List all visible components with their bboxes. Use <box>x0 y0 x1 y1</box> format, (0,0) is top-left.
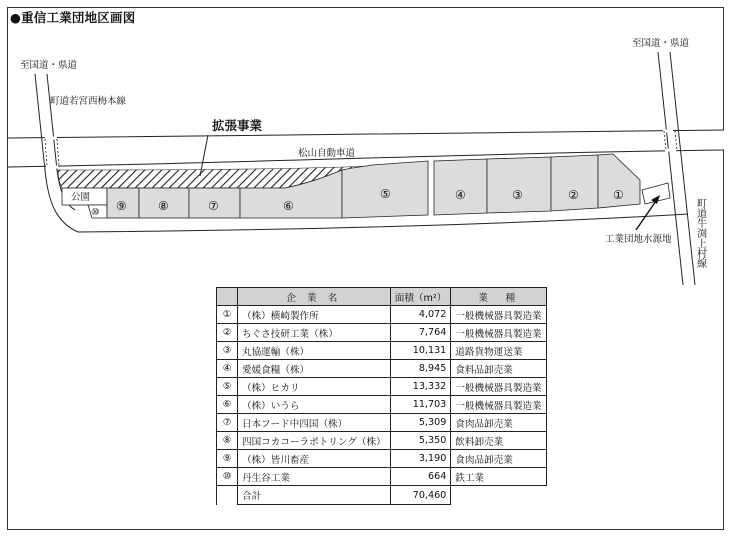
row-no: ⑧ <box>217 432 238 450</box>
table-row <box>217 396 547 414</box>
row-name: （株）いうら <box>238 396 391 414</box>
table-row <box>217 342 547 360</box>
row-name: 丸協運輸（株） <box>238 342 391 360</box>
lot-label-4: ④ <box>455 188 466 202</box>
header-area: 面積（m²） <box>390 288 451 306</box>
town-road-left-label: 町道若宮西梅本線 <box>50 96 127 107</box>
row-area: 7,764 <box>390 324 451 342</box>
lot-2 <box>551 155 598 211</box>
row-name: （株）皆川畜産 <box>238 450 391 468</box>
row-industry: 食肉品卸売業 <box>451 414 547 432</box>
row-industry: 一般機械器具製造業 <box>451 378 547 396</box>
row-area: 11,703 <box>390 396 451 414</box>
row-industry: 飲料卸売業 <box>451 432 547 450</box>
row-area: 13,332 <box>390 378 451 396</box>
header-no <box>217 288 238 306</box>
row-no: ③ <box>217 342 238 360</box>
row-name: ちぐさ技研工業（株） <box>238 324 391 342</box>
right-road-outer <box>658 52 683 285</box>
lot-label-8: ⑧ <box>158 199 169 213</box>
row-industry: 一般機械器具製造業 <box>451 324 547 342</box>
row-industry: 食料品卸売業 <box>451 360 547 378</box>
lot-label-3: ③ <box>512 188 523 202</box>
row-name: （株）横崎製作所 <box>238 306 391 324</box>
row-name: 日本フード中四国（株） <box>238 414 391 432</box>
row-area: 5,350 <box>390 432 451 450</box>
lot-label-7: ⑦ <box>208 199 219 213</box>
reservoir-label: 工業団地水源地 <box>605 234 672 245</box>
row-name: （株）ヒカリ <box>238 378 391 396</box>
row-name: 丹生谷工業 <box>238 468 391 486</box>
table-row <box>217 450 547 468</box>
lot-3 <box>487 157 551 213</box>
lot-label-2: ② <box>568 188 579 202</box>
total-spacer-right <box>451 486 547 505</box>
lot-label-5: ⑤ <box>380 187 391 201</box>
row-no: ⑥ <box>217 396 238 414</box>
lot-label-10: ⑩ <box>91 207 100 218</box>
lot-label-1: ① <box>613 188 624 202</box>
table-row <box>217 432 547 450</box>
park-label: 公園 <box>71 192 91 203</box>
town-road-right-label: 町道牛渕上村線 <box>694 198 706 268</box>
header-industry: 業 種 <box>451 288 547 306</box>
table-row <box>217 324 547 342</box>
row-industry: 鉄工業 <box>451 468 547 486</box>
table-row <box>217 360 547 378</box>
company-table <box>216 287 547 505</box>
expansion-label: 拡張事業 <box>212 118 263 133</box>
row-industry: 食肉品卸売業 <box>451 450 547 468</box>
row-area: 8,945 <box>390 360 451 378</box>
header-name: 企 業 名 <box>238 288 391 306</box>
row-name: 四国コカコーラボトリング（株） <box>238 432 391 450</box>
table-row <box>217 306 547 324</box>
total-label: 合計 <box>238 486 391 505</box>
lot-label-9: ⑨ <box>116 199 127 213</box>
row-industry: 一般機械器具製造業 <box>451 306 547 324</box>
row-no: ① <box>217 306 238 324</box>
row-no: ⑤ <box>217 378 238 396</box>
row-area: 5,309 <box>390 414 451 432</box>
row-no: ⑦ <box>217 414 238 432</box>
total-spacer <box>217 486 238 505</box>
row-area: 3,190 <box>390 450 451 468</box>
row-industry: 一般機械器具製造業 <box>451 396 547 414</box>
road-right-label: 至国道・県道 <box>632 38 690 49</box>
row-industry: 道路貨物運送業 <box>451 342 547 360</box>
table-row <box>217 468 547 486</box>
table-header-row <box>217 288 547 306</box>
row-no: ② <box>217 324 238 342</box>
row-no: ⑨ <box>217 450 238 468</box>
row-no: ④ <box>217 360 238 378</box>
row-name: 愛媛食糧（株） <box>238 360 391 378</box>
table-total-row <box>217 486 547 505</box>
expressway-label: 松山自動車道 <box>298 148 356 159</box>
table-row <box>217 414 547 432</box>
row-no: ⑩ <box>217 468 238 486</box>
row-area: 664 <box>390 468 451 486</box>
lot-4 <box>434 159 487 215</box>
right-road-inner <box>670 52 695 285</box>
row-area: 4,072 <box>390 306 451 324</box>
page-title: ●重信工業団地区画図 <box>10 10 136 25</box>
table-row <box>217 378 547 396</box>
road-left-label: 至国道・県道 <box>20 60 78 71</box>
row-area: 10,131 <box>390 342 451 360</box>
lot-label-6: ⑥ <box>283 199 294 213</box>
total-area: 70,460 <box>390 486 451 505</box>
